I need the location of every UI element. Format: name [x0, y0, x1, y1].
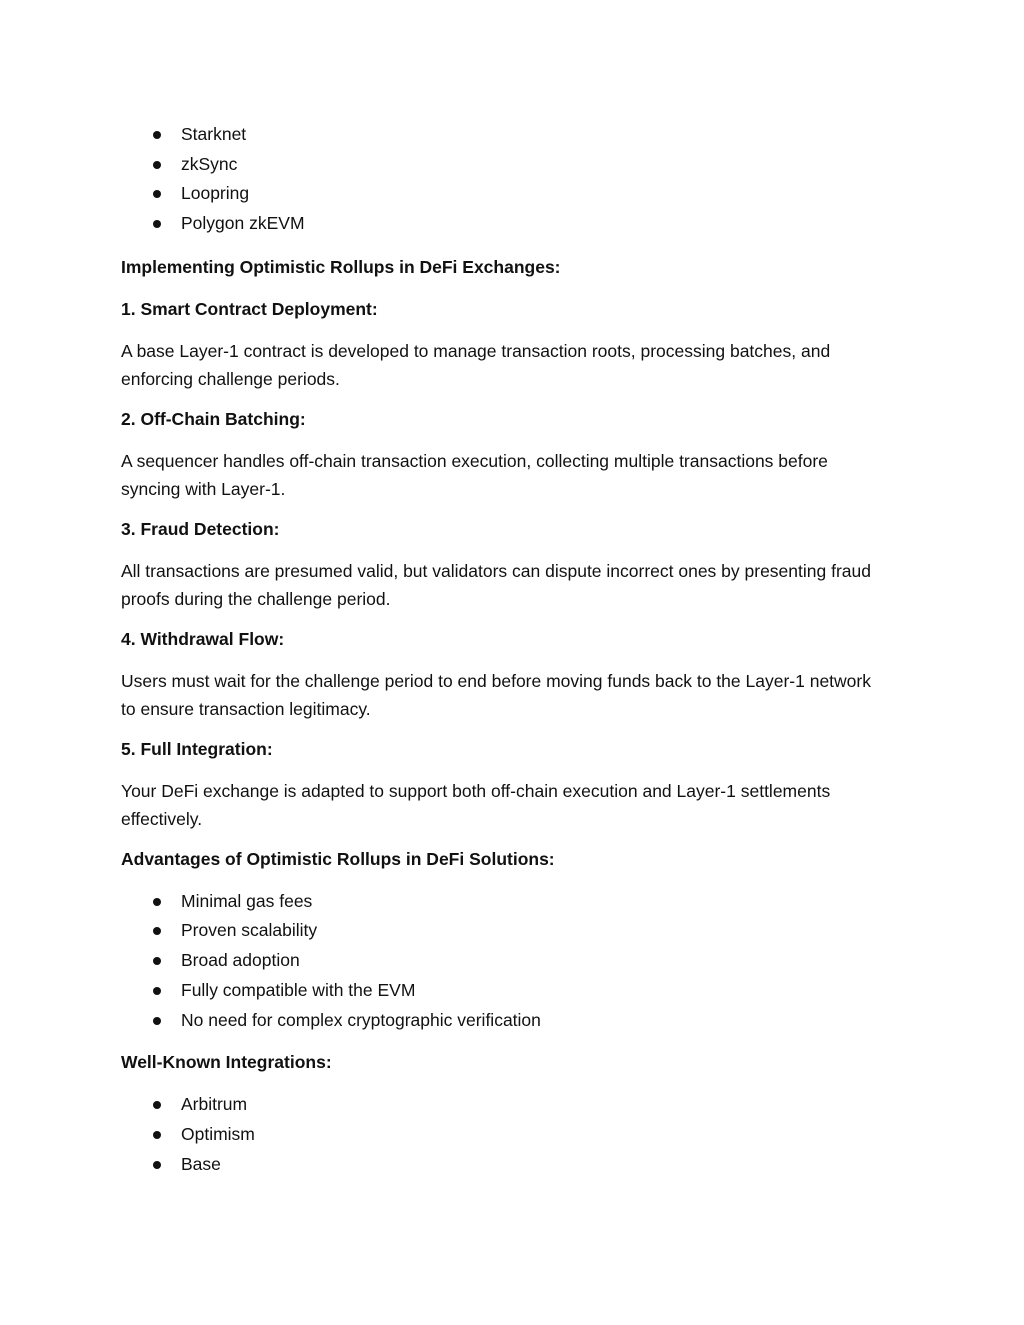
- list-item: Proven scalability: [121, 916, 881, 946]
- step-heading: 1. Smart Contract Deployment:: [121, 298, 378, 319]
- bullet-icon: [153, 220, 161, 228]
- step-text: A sequencer handles off-chain transaction execution, collecting multiple transactions before syncing with Layer-1.: [121, 450, 828, 499]
- step-heading: 5. Full Integration:: [121, 738, 273, 759]
- bullet-icon: [153, 1101, 161, 1109]
- list-item: Optimism: [121, 1120, 881, 1150]
- bullet-icon: [153, 898, 161, 906]
- list-item: Minimal gas fees: [121, 887, 881, 917]
- step-text: All transactions are presumed valid, but validators can dispute incorrect ones by presenting fraud proofs during the challenge period.: [121, 560, 871, 609]
- integrations-list: [121, 1090, 881, 1179]
- list-item: Base: [121, 1150, 881, 1180]
- bullet-icon: [153, 1017, 161, 1025]
- bullet-icon: [153, 957, 161, 965]
- step-text: Users must wait for the challenge period to end before moving funds back to the Layer-1 network to ensure transaction legitimacy.: [121, 670, 871, 719]
- section-heading-integrations: Well-Known Integrations:: [121, 1052, 332, 1073]
- bullet-icon: [153, 131, 161, 139]
- bullet-icon: [153, 1161, 161, 1169]
- list-item: No need for complex cryptographic verification: [121, 1006, 881, 1036]
- advantages-list: [121, 887, 881, 1035]
- list-item: Starknet: [121, 120, 881, 150]
- list-item: Broad adoption: [121, 946, 881, 976]
- document-body: [121, 120, 881, 1179]
- bullet-icon: [153, 161, 161, 169]
- step-heading: 2. Off-Chain Batching:: [121, 408, 306, 429]
- bullet-icon: [153, 190, 161, 198]
- bullet-icon: [153, 987, 161, 995]
- list-item: Loopring: [121, 179, 881, 209]
- list-item: Arbitrum: [121, 1090, 881, 1120]
- bullet-icon: [153, 1131, 161, 1139]
- section-heading-implementing: Implementing Optimistic Rollups in DeFi Exchanges:: [121, 256, 561, 277]
- section-heading-advantages: Advantages of Optimistic Rollups in DeFi Solutions:: [121, 848, 555, 869]
- list-item: Fully compatible with the EVM: [121, 976, 881, 1006]
- list-item: zkSync: [121, 150, 881, 180]
- step-text: A base Layer-1 contract is developed to manage transaction roots, processing batches, and enforcing challenge periods.: [121, 340, 831, 389]
- list-item: Polygon zkEVM: [121, 209, 881, 239]
- step-text: Your DeFi exchange is adapted to support both off-chain execution and Layer-1 settlements effectively.: [121, 780, 831, 829]
- step-heading: 3. Fraud Detection:: [121, 518, 280, 539]
- bullet-icon: [153, 927, 161, 935]
- step-heading: 4. Withdrawal Flow:: [121, 628, 285, 649]
- zk-rollup-list: [121, 120, 881, 239]
